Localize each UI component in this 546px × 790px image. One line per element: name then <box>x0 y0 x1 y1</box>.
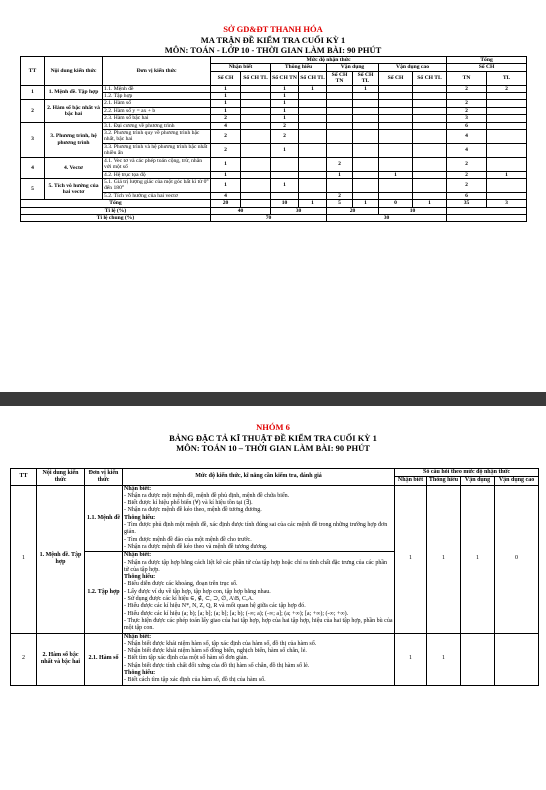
row-value <box>353 100 379 107</box>
total-cell <box>241 200 271 207</box>
row-value <box>353 107 379 114</box>
row-value <box>353 157 379 171</box>
header-understand: Thông hiểu <box>271 64 327 71</box>
row-unit: 2.2. Hàm số y = ax + b <box>103 107 211 114</box>
spec-header-recognize: Nhận biết <box>395 477 427 485</box>
total-cell: 3 <box>487 200 527 207</box>
total-cell: 35 <box>447 200 487 207</box>
matrix-body <box>21 85 527 200</box>
row-value <box>299 130 327 144</box>
total-cell: 0 <box>379 200 413 207</box>
row-value <box>327 115 353 122</box>
spec-count-cell: 1 <box>395 633 427 685</box>
row-value: 4 <box>211 192 241 199</box>
row-unit: 2.3. Hàm số bậc hai <box>103 115 211 122</box>
row-value: 1 <box>327 171 353 178</box>
subheader-so-ch: Số CH <box>211 71 241 85</box>
spec-row-tt: 2 <box>11 633 37 685</box>
row-value <box>241 192 271 199</box>
row-value <box>413 178 447 192</box>
row-value <box>241 115 271 122</box>
total-cell: 1 <box>413 200 447 207</box>
row-value <box>271 157 299 171</box>
spec-count-cell: 1 <box>461 485 495 633</box>
row-value <box>241 122 271 129</box>
description-heading: Nhận biết: <box>124 552 152 559</box>
row-value <box>241 157 271 171</box>
row-value <box>327 100 353 107</box>
row-value: 1 <box>211 85 241 92</box>
row-value <box>271 192 299 199</box>
row-value <box>241 107 271 114</box>
row-value <box>379 122 413 129</box>
row-value <box>379 143 413 157</box>
row-value <box>353 122 379 129</box>
row-value <box>241 143 271 157</box>
row-value: 1 <box>271 143 299 157</box>
general-cell: 70 <box>211 214 327 221</box>
description-line: - Thực hiện được các phép toán lấy giao của hai tập hợp, hợp của hai tập hợp, hiệu của hai tập hợp, phần bù của một tập con. <box>124 617 393 632</box>
description-line: - Sử dụng được các kí hiệu ∈, ∉, ⊂, ⊃, ∅, A\B, CₓA. <box>124 596 254 603</box>
spec-count-cell <box>461 633 495 685</box>
row-value: 2 <box>447 85 487 92</box>
matrix-subtitle: MÔN: TOÁN - LỚP 10 - THỜI GIAN LÀM BÀI: 90 PHÚT <box>164 45 382 55</box>
description-line: - Lấy được ví dụ về tập hợp, tập hợp con, tập hợp bằng nhau. <box>124 588 271 595</box>
general-label: Tỉ lệ chung (%) <box>21 214 211 221</box>
spec-row-unit: 2.1. Hàm số <box>85 633 123 685</box>
spec-count-cell: 1 <box>427 485 461 633</box>
row-value <box>353 178 379 192</box>
percent-cell: 20 <box>327 207 379 214</box>
row-value: 1 <box>271 93 299 100</box>
header-apply-high: Vận dụng cao <box>379 64 447 71</box>
matrix-row <box>21 157 527 171</box>
row-unit: 3.3. Phương trình và hệ phương trình bậc nhất nhiều ẩn <box>103 143 211 157</box>
row-value: 4 <box>447 143 487 157</box>
header-recognize: Nhận biết <box>211 64 271 71</box>
description-line: - Biểu diễn được các khoảng, đoạn trên trục số. <box>124 581 238 588</box>
header-tt: TT <box>21 57 45 86</box>
row-value: 2 <box>211 143 241 157</box>
subheader-tn: TN <box>447 71 487 85</box>
row-value: 2 <box>211 130 241 144</box>
row-value <box>379 157 413 171</box>
row-value: 1 <box>271 178 299 192</box>
row-unit: 4.1. Vec tơ và các phép toán cộng, trừ, nhân với một số <box>103 157 211 171</box>
row-value <box>299 192 327 199</box>
row-value <box>241 85 271 92</box>
description-line: - Nhận ra được một mệnh đề, mệnh đề phủ định, mệnh đề chứa biến. <box>124 492 290 499</box>
general-cell: 30 <box>327 214 447 221</box>
spec-count-cell <box>495 633 539 685</box>
row-value <box>299 100 327 107</box>
department-title: SỞ GD&ĐT THANH HÓA <box>223 24 323 34</box>
spec-row-description <box>123 633 395 685</box>
spec-row-tt: 1 <box>11 485 37 633</box>
row-unit: 2.1. Hàm số <box>103 100 211 107</box>
row-value: 6 <box>447 192 487 199</box>
row-value: 1 <box>379 171 413 178</box>
row-value <box>413 157 447 171</box>
row-value: 1 <box>211 93 241 100</box>
description-heading: Nhận biết: <box>124 633 152 640</box>
row-value <box>353 115 379 122</box>
header-apply: Vận dụng <box>327 64 379 71</box>
row-value: 1 <box>211 171 241 178</box>
row-value <box>487 143 527 157</box>
spec-count-cell: 0 <box>495 485 539 633</box>
subheader-so-ch-tl: Số CH TL <box>353 71 379 85</box>
row-value: 2 <box>447 171 487 178</box>
row-value <box>447 93 487 100</box>
description-line: - Biết cách tìm tập xác định của hàm số, đồ thị của hàm số. <box>124 677 266 684</box>
row-tt: 1 <box>21 85 45 100</box>
row-value <box>487 107 527 114</box>
row-content: 4. Vectơ <box>45 157 103 178</box>
row-value: 1 <box>353 85 379 92</box>
matrix-row <box>21 85 527 92</box>
spec-header-unit: Đơn vị kiến thức <box>85 469 123 486</box>
row-value <box>299 143 327 157</box>
page-separator <box>0 392 546 406</box>
row-value: 1 <box>271 107 299 114</box>
group-title: NHÓM 6 <box>256 422 290 432</box>
row-tt: 5 <box>21 178 45 199</box>
row-tt: 4 <box>21 157 45 178</box>
spec-header-tt: TT <box>11 469 37 486</box>
row-value: 3 <box>447 115 487 122</box>
row-value <box>487 93 527 100</box>
row-value <box>327 93 353 100</box>
spec-header-apply-high: Vận dụng cao <box>495 477 539 485</box>
total-label: Tổng <box>21 200 211 207</box>
spec-row-unit: 1.2. Tập hợp <box>85 552 123 633</box>
row-value <box>487 100 527 107</box>
header-so-ch: Số CH <box>447 64 527 71</box>
row-value <box>327 143 353 157</box>
row-value <box>413 122 447 129</box>
row-unit: 1.1. Mệnh đề <box>103 85 211 92</box>
matrix-row <box>21 178 527 192</box>
row-value: 2 <box>327 192 353 199</box>
spec-row-content: 2. Hàm số bậc nhất và bậc hai <box>37 633 85 685</box>
percent-cell: 30 <box>271 207 327 214</box>
row-value: 1 <box>271 85 299 92</box>
row-unit: 1.2. Tập hợp <box>103 93 211 100</box>
row-value <box>379 115 413 122</box>
total-cell: 1 <box>353 200 379 207</box>
row-tt: 3 <box>21 122 45 157</box>
description-line: - Nhận ra được tập hợp bằng cách liệt kê các phần tử của tập hợp hoặc chỉ ra tính chất đặc trưng của các phần tử của tập hợp. <box>124 559 387 573</box>
spec-header-count: Số câu hỏi theo mức độ nhận thức <box>395 469 539 477</box>
row-value <box>299 171 327 178</box>
row-value: 1 <box>211 157 241 171</box>
row-value: 1 <box>271 100 299 107</box>
row-value <box>413 100 447 107</box>
row-value <box>241 178 271 192</box>
row-value: 1 <box>211 107 241 114</box>
row-content: 2. Hàm số bậc nhất và bậc hai <box>45 100 103 122</box>
row-value <box>327 107 353 114</box>
spec-title: BẢNG ĐẶC TẢ KĨ THUẬT ĐỀ KIỂM TRA CUỐI KỲ 1 <box>169 433 377 443</box>
row-unit: 5.2. Tích vô hướng của hai vectơ <box>103 192 211 199</box>
row-value <box>271 171 299 178</box>
row-value <box>241 93 271 100</box>
spec-row-content: 1. Mệnh đề. Tập hợp <box>37 485 85 633</box>
spec-row-description <box>123 552 395 633</box>
row-value: 1 <box>271 115 299 122</box>
row-value <box>413 115 447 122</box>
description-line: - Hiểu được các kí hiệu (a; b); [a; b]; (a; b]; [a; b); (-∞; a); (-∞; a]; (a; +∞); [a; +∞); (-∞; +∞). <box>124 610 349 617</box>
spec-count-cell: 1 <box>427 633 461 685</box>
row-value <box>487 192 527 199</box>
subheader-so-ch-tn: Số CH TN <box>271 71 299 85</box>
row-value <box>413 143 447 157</box>
total-cell: 1 <box>299 200 327 207</box>
row-value: 2 <box>447 178 487 192</box>
row-value <box>379 85 413 92</box>
row-value <box>379 178 413 192</box>
matrix-title: MA TRẬN ĐỀ KIỂM TRA CUỐI KỲ 1 <box>200 35 346 45</box>
percent-cell: 10 <box>379 207 447 214</box>
row-value: 2 <box>487 85 527 92</box>
row-value: 2 <box>211 115 241 122</box>
matrix-row <box>21 100 527 107</box>
description-line: - Nhận ra được mệnh đề kéo theo và mệnh đề tương đương. <box>124 543 268 550</box>
row-value <box>413 130 447 144</box>
row-value <box>487 115 527 122</box>
row-value <box>299 93 327 100</box>
row-value: 2 <box>447 107 487 114</box>
row-value <box>299 122 327 129</box>
row-value <box>413 85 447 92</box>
row-content: 3. Phương trình, hệ phương trình <box>45 122 103 157</box>
row-value: 2 <box>447 100 487 107</box>
subheader-tl: TL <box>487 71 527 85</box>
subheader-so-ch-tl: Số CH TL <box>413 71 447 85</box>
row-value <box>353 192 379 199</box>
subheader-so-ch-tl: Số CH TL <box>299 71 327 85</box>
row-value <box>299 115 327 122</box>
matrix-page <box>0 0 546 392</box>
matrix-table <box>20 56 527 222</box>
percent-cell: 40 <box>211 207 271 214</box>
description-line: - Nhận biết được tính chất đối xứng của đồ thị hàm số chẵn, đồ thị hàm số lẻ. <box>124 662 310 669</box>
spec-subtitle: MÔN: TOÁN 10 – THỜI GIAN LÀM BÀI: 90 PHÚT <box>176 443 370 453</box>
total-cell: 5 <box>327 200 353 207</box>
description-heading: Thông hiểu: <box>124 514 156 521</box>
row-value <box>487 157 527 171</box>
row-value <box>487 122 527 129</box>
spec-header-content: Nội dung kiến thức <box>37 469 85 486</box>
header-level: Mức độ nhận thức <box>211 57 447 64</box>
spec-header-apply: Vận dụng <box>461 477 495 485</box>
row-value <box>327 130 353 144</box>
subheader-so-ch-tl: Số CH TL <box>241 71 271 85</box>
spec-count-cell: 1 <box>395 485 427 633</box>
row-value: 1 <box>299 85 327 92</box>
row-value <box>327 85 353 92</box>
row-value <box>413 171 447 178</box>
row-value <box>379 100 413 107</box>
row-value <box>299 107 327 114</box>
row-value <box>413 107 447 114</box>
row-value <box>327 178 353 192</box>
row-unit: 3.2. Phương trình quy về phương trình bậc nhất, bậc hai <box>103 130 211 144</box>
description-line: - Biết được kí hiệu phổ biến (∀) và kí hiệu tồn tại (∃). <box>124 500 253 507</box>
row-value <box>379 192 413 199</box>
row-value <box>353 143 379 157</box>
description-heading: Thông hiểu: <box>124 574 156 581</box>
total-cell: 10 <box>271 200 299 207</box>
total-cell: 20 <box>211 200 241 207</box>
description-line: - Tìm được phủ định một mệnh đề, xác định được tính đúng sai của các mệnh đề trong những trường hợp đơn giản. <box>124 522 388 536</box>
row-content: 5. Tích vô hướng của hai vectơ <box>45 178 103 199</box>
matrix-row <box>21 122 527 129</box>
row-unit: 4.2. Hệ trục tọa độ <box>103 171 211 178</box>
subheader-so-ch: Số CH <box>379 71 413 85</box>
spec-header-understand: Thông hiểu <box>427 477 461 485</box>
header-total: Tổng <box>447 57 527 64</box>
row-value <box>413 192 447 199</box>
row-tt: 2 <box>21 100 45 122</box>
row-unit: 5.1. Giá trị lượng giác của một góc bất kì từ 0° đến 180° <box>104 178 209 192</box>
percent-label: Tỉ lệ (%) <box>21 207 211 214</box>
row-value <box>353 171 379 178</box>
header-unit: Đơn vị kiến thức <box>103 57 211 86</box>
row-value <box>241 130 271 144</box>
subheader-so-ch-tn: Số CH TN <box>327 71 353 85</box>
row-value <box>487 130 527 144</box>
spec-table <box>10 468 539 686</box>
row-value: 1 <box>211 178 241 192</box>
row-value <box>353 93 379 100</box>
row-value: 2 <box>447 157 487 171</box>
spec-row-description <box>123 485 395 552</box>
description-line: - Nhận biết được khái niệm hàm số đồng biến, nghịch biến, hàm số chẵn, lẻ. <box>124 648 307 655</box>
description-line: - Hiểu được các kí hiệu N*, N, Z, Q, R và mối quan hệ giữa các tập hợp đó. <box>124 603 306 610</box>
row-value <box>379 107 413 114</box>
row-value: 1 <box>211 100 241 107</box>
row-content: 1. Mệnh đề. Tập hợp <box>45 85 103 100</box>
spec-header-skills: Mức độ kiến thức, kĩ năng cần kiểm tra, đánh giá <box>123 469 395 486</box>
spec-row-unit: 1.1. Mệnh đề <box>85 485 123 552</box>
row-value <box>487 178 527 192</box>
row-value: 4 <box>447 130 487 144</box>
description-line: - Nhận biết được khái niệm hàm số, tập xác định của hàm số, đồ thị của hàm số. <box>124 640 317 647</box>
row-value <box>299 157 327 171</box>
row-unit: 3.1. Đại cương về phương trình <box>103 122 211 129</box>
description-heading: Nhận biết: <box>124 485 152 492</box>
header-content: Nội dung kiến thức <box>45 57 103 86</box>
row-value: 6 <box>447 122 487 129</box>
row-value: 1 <box>487 171 527 178</box>
row-value <box>327 122 353 129</box>
row-value <box>241 100 271 107</box>
row-value <box>299 178 327 192</box>
description-line: - Nhận ra được mệnh đề kéo theo, mệnh đề tương đương. <box>124 507 262 514</box>
row-value: 2 <box>271 122 299 129</box>
row-value: 2 <box>327 157 353 171</box>
row-value <box>379 130 413 144</box>
row-value <box>379 93 413 100</box>
row-value: 2 <box>271 130 299 144</box>
description-heading: Thông hiểu: <box>124 670 156 677</box>
row-value <box>353 130 379 144</box>
description-line: - Biết tìm tập xác định của một số hàm số đơn giản. <box>124 655 248 662</box>
row-value <box>413 93 447 100</box>
description-line: - Tìm được mệnh đề đảo của một mệnh đề cho trước. <box>124 536 252 543</box>
row-value <box>241 171 271 178</box>
row-value: 4 <box>211 122 241 129</box>
